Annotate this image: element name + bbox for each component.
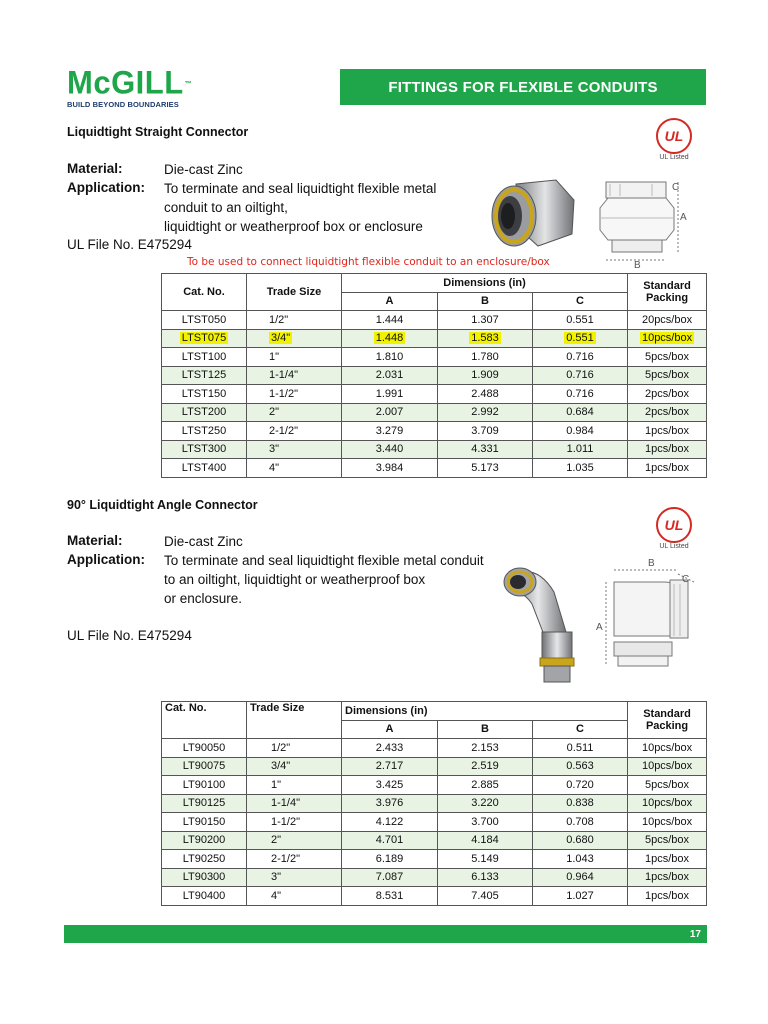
page-footer [64, 925, 707, 943]
table-row: LT90075 3/4" 2.717 2.519 0.563 10pcs/box [162, 757, 707, 776]
angle-connector-table: Cat. No. Trade Size Dimensions (in) Standard Packing A B C LT90050 1/2" 2.433 2.153 0.511 10pcs/box LT90075 3/4" 2.717 2.519 0.563 10pcs/box LT90100 1" 3.425 2.885 0.720 5pcs/box LT90125 1-1/4" 3.976 3.220 0.838 10pcs/box LT90150 1-1/2" 4.122 3.700 0.708 10pcs/box LT90200 2" 4.701 4.184 0.680 5pcs/box LT90250 2-1/2" 6.189 5.149 1.043 1pcs/box LT90300 3" 7.087 6.133 0.964 1pcs/box LT90400 4" 8.531 7.405 1.027 1pcs/box [161, 701, 707, 906]
dim-label-c: C [682, 574, 690, 585]
section2-ul-file: UL File No. E475294 [67, 628, 192, 643]
section2-title: 90° Liquidtight Angle Connector [67, 498, 258, 512]
section-banner: FITTINGS FOR FLEXIBLE CONDUITS [340, 69, 706, 105]
dim-label-a: A [596, 622, 603, 633]
table-row: LT90100 1" 3.425 2.885 0.720 5pcs/box [162, 776, 707, 795]
section1-ul-badge: UL UL Listed [656, 118, 692, 161]
dim-label-b: B [648, 558, 655, 569]
section2-material: Die-cast Zinc [164, 534, 243, 549]
section2-application-label: Application: [67, 552, 145, 567]
logo-trademark: ™ [184, 80, 193, 89]
angle-connector-photo [496, 552, 596, 692]
table-row-highlighted: LTST075 3/4" 1.448 1.583 0.551 10pcs/box [162, 329, 707, 348]
table-row: LTST150 1-1/2" 1.991 2.488 0.716 2pcs/box [162, 385, 707, 404]
table-row: LT90400 4" 8.531 7.405 1.027 1pcs/box [162, 887, 707, 906]
section1-material: Die-cast Zinc [164, 162, 243, 177]
section1-note: To be used to connect liquidtight flexible conduit to an enclosure/box [187, 256, 550, 268]
table-row: LTST400 4" 3.984 5.173 1.035 1pcs/box [162, 459, 707, 478]
ul-listed-icon: UL [656, 118, 692, 154]
table-row: LTST250 2-1/2" 3.279 3.709 0.984 1pcs/box [162, 422, 707, 441]
section1-material-label: Material: [67, 161, 123, 176]
straight-connector-table: Cat. No. Trade Size Dimensions (in) Standard Packing A B C LTST050 1/2" 1.444 1.307 0.551 20pcs/box LTST075 3/4" 1.448 1.583 0.551 10pcs/box LTST100 1" 1.810 1.780 0.716 5pcs/box LTST125 1-1/4" 2.031 1.909 0.716 5pcs/box LTST150 1-1/2" 1.991 2.488 0.716 2pcs/box LTST200 2" 2.007 2.992 0.684 2pcs/box LTST250 2-1/2" 3.279 3.709 0.984 1pcs/box LTST300 3" 3.440 4.331 1.011 1pcs/box LTST400 4" 3.984 5.173 1.035 1pcs/box [161, 273, 707, 478]
dim-label-b: B [634, 260, 641, 268]
table-row: LT90200 2" 4.701 4.184 0.680 5pcs/box [162, 831, 707, 850]
section2-application: To terminate and seal liquidtight flexible metal conduit to an oiltight, liquidtight or weatherproof box or enclosure. [164, 553, 484, 606]
ul-listed-icon: UL [656, 507, 692, 543]
table-row: LT90250 2-1/2" 6.189 5.149 1.043 1pcs/box [162, 850, 707, 869]
table-row: LTST200 2" 2.007 2.992 0.684 2pcs/box [162, 403, 707, 422]
table-row: LTST125 1-1/4" 2.031 1.909 0.716 5pcs/box [162, 366, 707, 385]
table-row: LT90050 1/2" 2.433 2.153 0.511 10pcs/box [162, 739, 707, 758]
section1-application-label: Application: [67, 180, 145, 195]
angle-connector-drawing [594, 552, 700, 682]
table-row: LT90150 1-1/2" 4.122 3.700 0.708 10pcs/box [162, 813, 707, 832]
dim-label-a: A [680, 212, 687, 223]
section2-material-label: Material: [67, 533, 123, 548]
straight-connector-drawing [586, 168, 696, 268]
logo-tagline: BUILD BEYOND BOUNDARIES [67, 100, 179, 109]
table-row: LT90125 1-1/4" 3.976 3.220 0.838 10pcs/box [162, 794, 707, 813]
section1-application: To terminate and seal liquidtight flexible metal conduit to an oiltight, liquidtight or weatherproof box or enclosure [164, 181, 437, 234]
section1-title: Liquidtight Straight Connector [67, 125, 249, 139]
section1-ul-file: UL File No. E475294 [67, 237, 192, 252]
dim-label-c: C [672, 182, 680, 193]
table-row: LTST100 1" 1.810 1.780 0.716 5pcs/box [162, 348, 707, 367]
straight-connector-photo [478, 176, 578, 256]
table-row: LTST300 3" 3.440 4.331 1.011 1pcs/box [162, 440, 707, 459]
section2-ul-badge: UL UL Listed [656, 507, 692, 550]
table-row: LTST050 1/2" 1.444 1.307 0.551 20pcs/box [162, 311, 707, 330]
table-row: LT90300 3" 7.087 6.133 0.964 1pcs/box [162, 868, 707, 887]
page-number: 17 [689, 929, 701, 940]
logo-wordmark: McGILL [67, 64, 184, 101]
mcgill-logo [67, 64, 193, 109]
